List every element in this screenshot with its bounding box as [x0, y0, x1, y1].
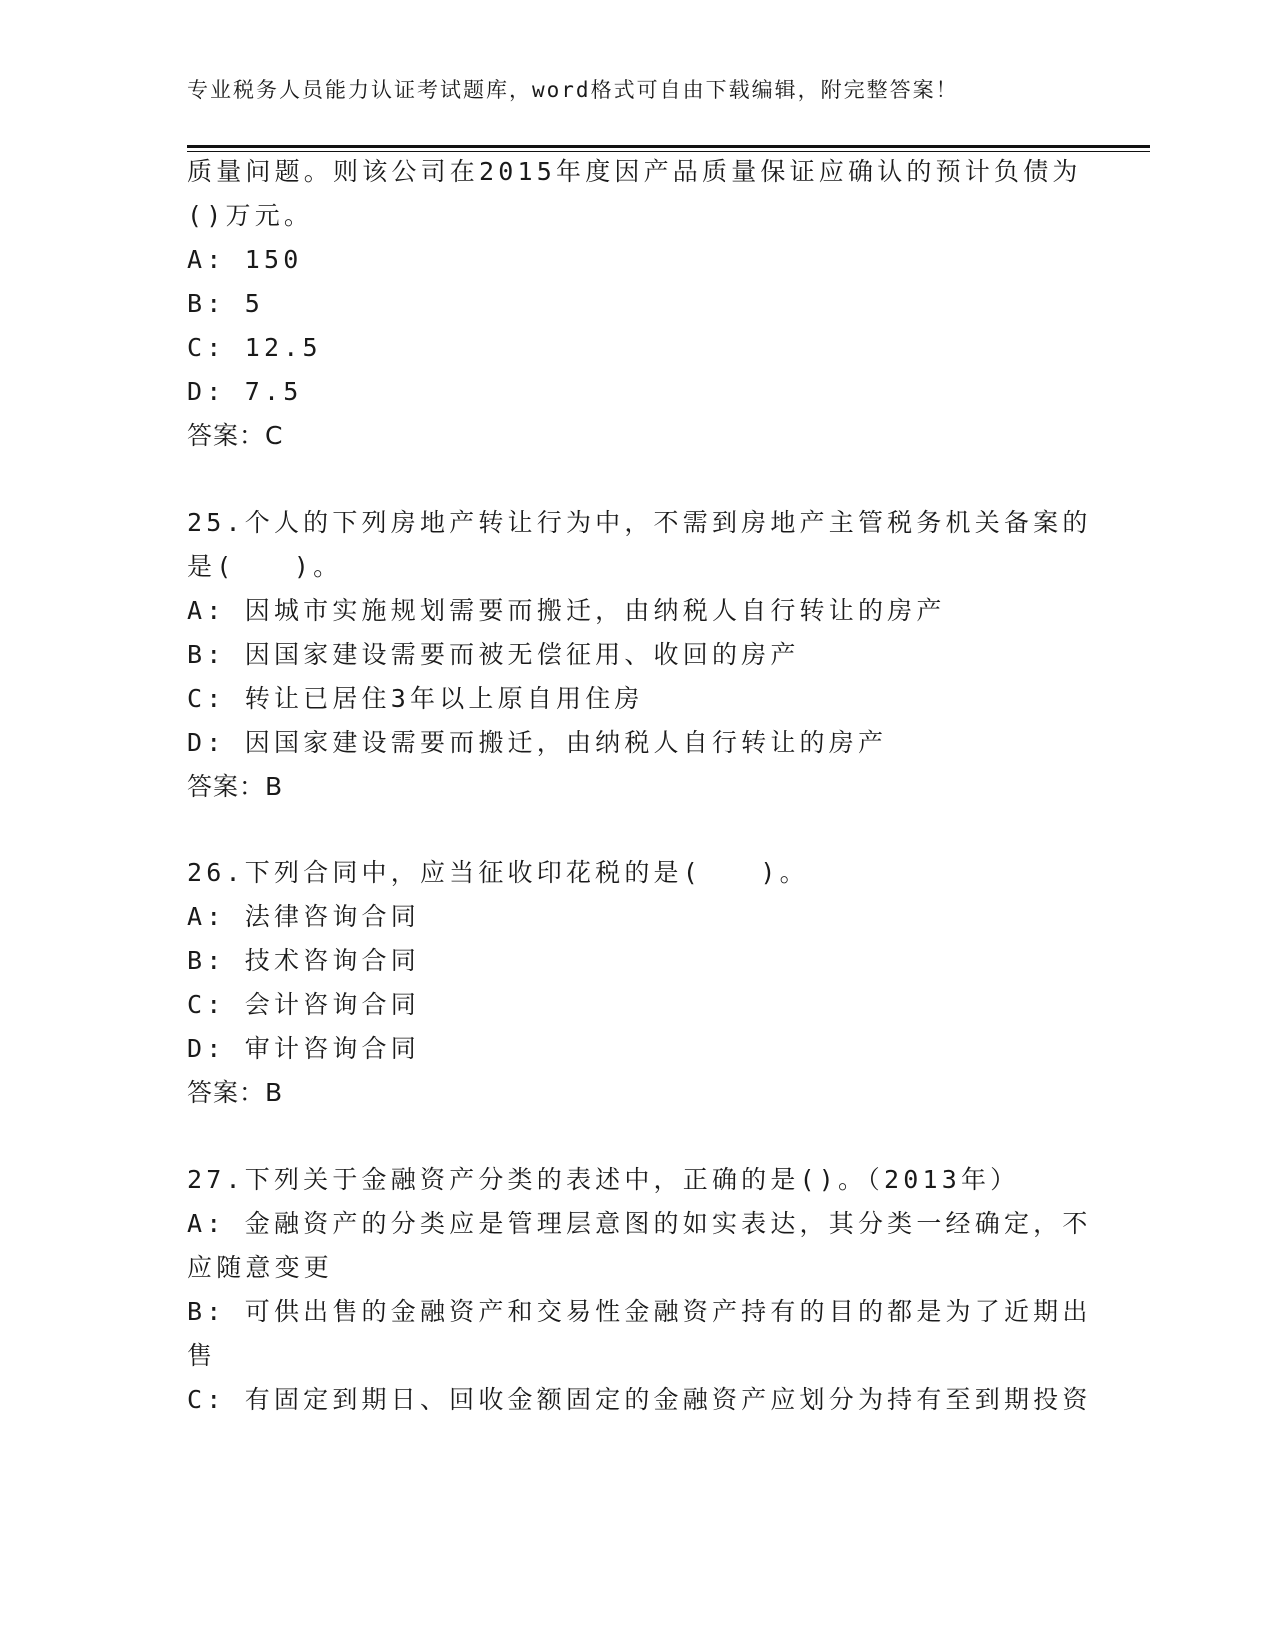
option-c: C: 有固定到期日、回收金额固定的金融资产应划分为持有至到期投资 — [187, 1385, 1092, 1414]
header-rule-thin — [187, 151, 1150, 152]
option-d: D: 7.5 — [187, 377, 303, 406]
option-c: C: 会计咨询合同 — [187, 990, 420, 1019]
option-a: A: 因城市实施规划需要而搬迁，由纳税人自行转让的房产 — [187, 596, 946, 625]
option-b: B: 因国家建设需要而被无偿征用、收回的房产 — [187, 640, 800, 669]
option-c: C: 12.5 — [187, 333, 322, 362]
option-b-continued: 售 — [187, 1341, 217, 1370]
header-rule-thick — [187, 145, 1150, 148]
question-stem-line: 质量问题。则该公司在2015年度因产品质量保证应确认的预计负债为 — [187, 157, 1082, 186]
question-stem-line: 是( )。 — [187, 552, 343, 581]
answer: 答案：B — [187, 1078, 284, 1107]
option-a-continued: 应随意变更 — [187, 1253, 334, 1282]
question-stem-line: 26.下列合同中，应当征收印花税的是( )。 — [187, 858, 809, 887]
answer: 答案：C — [187, 421, 284, 450]
option-b: B: 5 — [187, 289, 265, 318]
option-c: C: 转让已居住3年以上原自用住房 — [187, 684, 644, 713]
option-d: D: 因国家建设需要而搬迁，由纳税人自行转让的房产 — [187, 728, 888, 757]
option-a: A: 150 — [187, 245, 303, 274]
option-a: A: 法律咨询合同 — [187, 902, 420, 931]
question-stem-line: 27.下列关于金融资产分类的表述中，正确的是()。（2013年） — [187, 1165, 1020, 1194]
option-a: A: 金融资产的分类应是管理层意图的如实表达，其分类一经确定，不 — [187, 1209, 1092, 1238]
header-text: 专业税务人员能力认证考试题库，word格式可自由下载编辑，附完整答案！ — [187, 78, 959, 102]
option-b: B: 技术咨询合同 — [187, 946, 420, 975]
option-d: D: 审计咨询合同 — [187, 1034, 420, 1063]
question-stem-line: 25.个人的下列房地产转让行为中，不需到房地产主管税务机关备案的 — [187, 508, 1092, 537]
option-b: B: 可供出售的金融资产和交易性金融资产持有的目的都是为了近期出 — [187, 1297, 1092, 1326]
question-stem-line: ()万元。 — [187, 201, 314, 230]
answer: 答案：B — [187, 772, 284, 801]
